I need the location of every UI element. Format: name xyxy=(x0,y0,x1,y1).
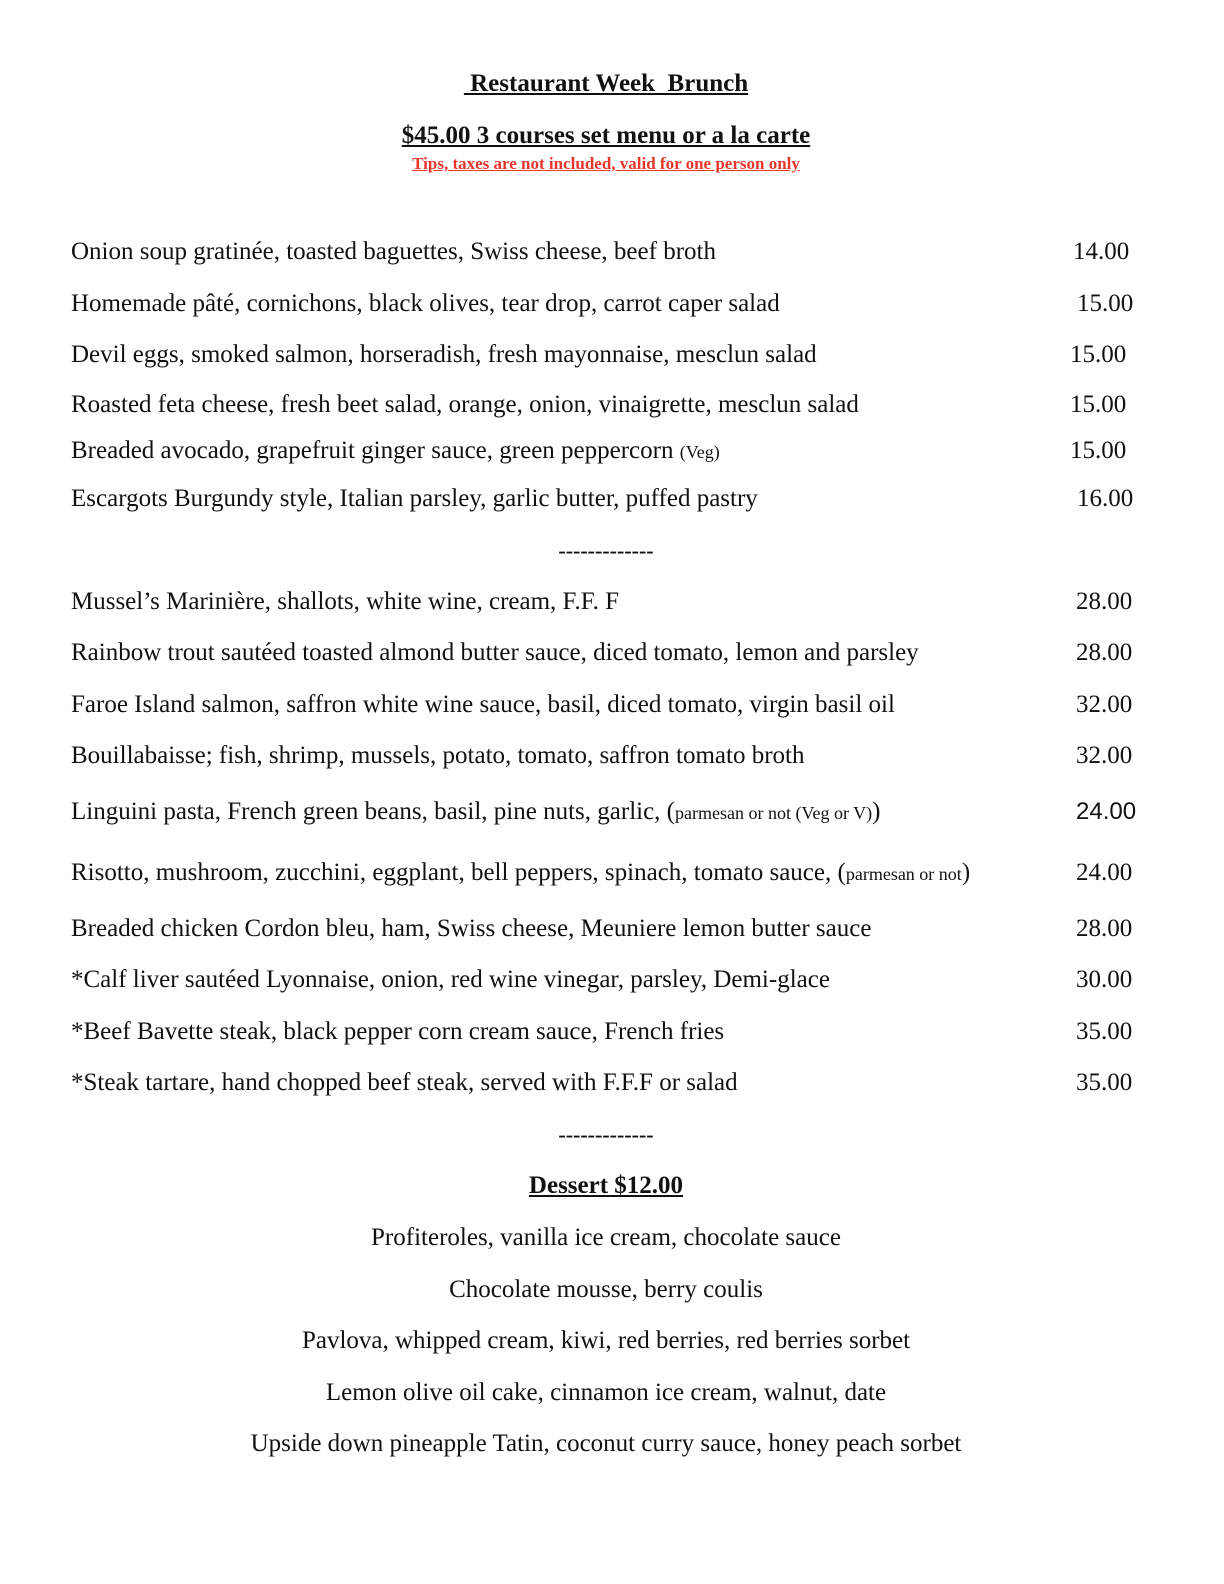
main-item: Faroe Island salmon, saffron white wine sauce, basil, diced tomato, virgin basil oil xyxy=(71,691,895,718)
main-price: 28.00 xyxy=(1076,588,1133,615)
main-price: 35.00 xyxy=(1076,1018,1133,1045)
main-item: Rainbow trout sautéed toasted almond butter sauce, diced tomato, lemon and parsley xyxy=(71,639,919,666)
main-price: 28.00 xyxy=(1076,915,1133,942)
main-item: Linguini pasta, French green beans, basil, pine nuts, garlic, (parmesan or not (Veg or V)) xyxy=(71,798,881,825)
parmesan-note: parmesan or not xyxy=(845,864,962,884)
starter-price: 15.00 xyxy=(1070,341,1127,368)
main-item: *Steak tartare, hand chopped beef steak, served with F.F.F or salad xyxy=(71,1069,738,1096)
parmesan-note: parmesan or not (Veg or V) xyxy=(675,803,873,823)
starter-item: Escargots Burgundy style, Italian parsley, garlic butter, puffed pastry xyxy=(71,485,758,512)
main-price: 30.00 xyxy=(1076,966,1133,993)
starter-item: Devil eggs, smoked salmon, horseradish, fresh mayonnaise, mesclun salad xyxy=(71,341,817,368)
main-price: 32.00 xyxy=(1076,691,1133,718)
starter-price: 15.00 xyxy=(1070,391,1127,418)
main-price: 35.00 xyxy=(1076,1069,1133,1096)
main-item: Breaded chicken Cordon bleu, ham, Swiss cheese, Meuniere lemon butter sauce xyxy=(71,915,872,942)
main-item: Risotto, mushroom, zucchini, eggplant, bell peppers, spinach, tomato sauce, (parmesan or not) xyxy=(71,859,971,886)
dessert-item: Upside down pineapple Tatin, coconut curry sauce, honey peach sorbet xyxy=(250,1430,962,1457)
main-price: 24.00 xyxy=(1076,798,1137,825)
veg-note: (Veg) xyxy=(679,442,720,462)
main-item: *Beef Bavette steak, black pepper corn cream sauce, French fries xyxy=(71,1018,725,1045)
main-price: 28.00 xyxy=(1076,639,1133,666)
dessert-item: Lemon olive oil cake, cinnamon ice cream, walnut, date xyxy=(325,1379,887,1406)
dessert-item: Chocolate mousse, berry coulis xyxy=(449,1276,763,1303)
starter-item: Roasted feta cheese, fresh beet salad, orange, onion, vinaigrette, mesclun salad xyxy=(71,391,859,418)
set-menu-price: $45.00 3 courses set menu or a la carte xyxy=(401,122,811,149)
section-divider: ------------- xyxy=(558,538,654,563)
starter-price: 14.00 xyxy=(1073,238,1130,265)
starter-item: Onion soup gratinée, toasted baguettes, Swiss cheese, beef broth xyxy=(71,238,716,265)
main-item: *Calf liver sautéed Lyonnaise, onion, red wine vinegar, parsley, Demi-glace xyxy=(71,966,830,993)
main-item: Mussel’s Marinière, shallots, white wine, cream, F.F. F xyxy=(71,588,620,615)
starter-item: Breaded avocado, grapefruit ginger sauce, green peppercorn (Veg) xyxy=(71,437,720,464)
main-price: 32.00 xyxy=(1076,742,1133,769)
tips-taxes-note: Tips, taxes are not included, valid for one person only xyxy=(412,154,800,173)
dessert-item: Pavlova, whipped cream, kiwi, red berries, red berries sorbet xyxy=(301,1327,911,1354)
main-price: 24.00 xyxy=(1076,859,1133,886)
dessert-item: Profiteroles, vanilla ice cream, chocolate sauce xyxy=(371,1224,841,1251)
page-title: Restaurant Week Brunch xyxy=(463,70,749,97)
starter-price: 15.00 xyxy=(1077,290,1134,317)
main-item: Bouillabaisse; fish, shrimp, mussels, potato, tomato, saffron tomato broth xyxy=(71,742,805,769)
section-divider: ------------- xyxy=(558,1122,654,1147)
starter-item: Homemade pâté, cornichons, black olives, tear drop, carrot caper salad xyxy=(71,290,780,317)
starter-price: 15.00 xyxy=(1070,437,1127,464)
starter-price: 16.00 xyxy=(1077,485,1134,512)
dessert-heading: Dessert $12.00 xyxy=(528,1172,684,1199)
